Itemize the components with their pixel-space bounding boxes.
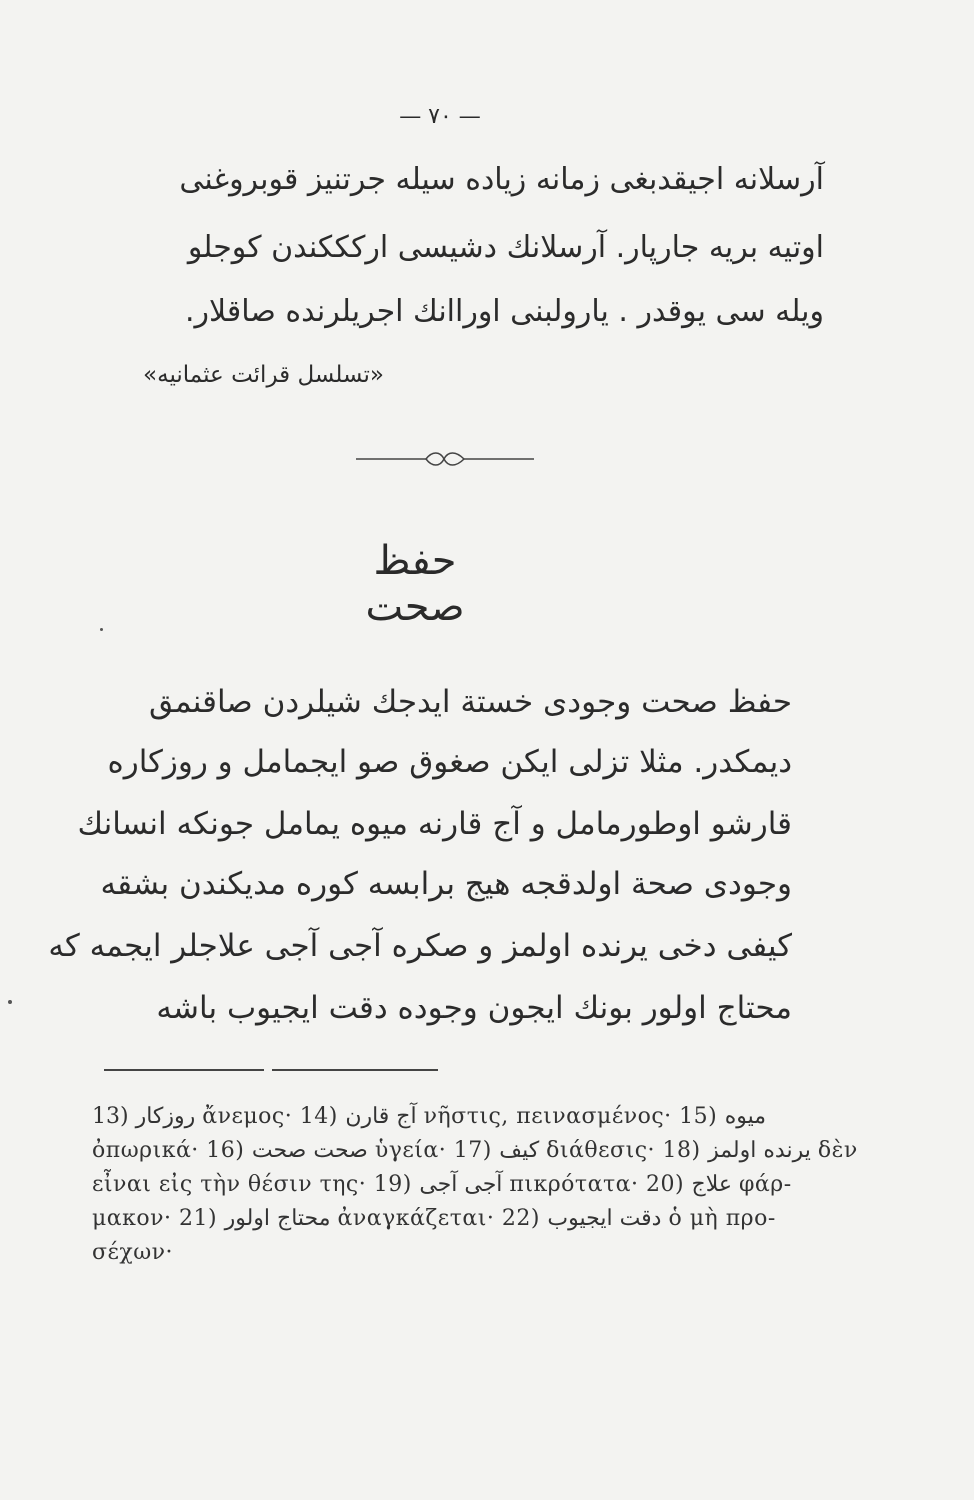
paper-speck [100, 628, 103, 631]
footnote-line-2: ὀπωρικά· 16) صحت صحت ὑγεία· 17) كيف διάθεσις· 18) يرنده اولمز δὲν [92, 1138, 858, 1163]
body-line-1: حفظ صحت وجودى خستة ايدجك شيلردن صاقنمق [149, 684, 792, 720]
body-line-4: وجودى صحة اولدقجه هيج برابسه كوره مديكندن بشقه [100, 866, 792, 902]
paper-speck [8, 1000, 12, 1004]
body-line-6: محتاج اولور بونك ايجون وجوده دقت ايجيوب باشه [156, 990, 792, 1026]
footnote-line-3: εἶναι εἰς τὴν θέσιν της· 19) آجى آجى πικρότατα· 20) علاج φάρ- [92, 1172, 792, 1197]
section-divider-ornament [356, 446, 534, 472]
intro-line-3: ويله سى يوقدر . يارولبنى اوراانك اجريلرنده صاقلار. [185, 294, 824, 329]
footnote-rule-gap [264, 1066, 272, 1074]
footnote-line-5: σέχων· [92, 1240, 174, 1265]
intro-line-1: آرسلانه اجيقدبغى زمانه زياده سيله جرتنيز قوبروغنى [179, 162, 824, 197]
body-line-3: قارشو اوطورمامل و آج قارنه ميوه يمامل جونكه انسانك [77, 806, 792, 842]
intro-line-2: اوتيه بريه جارپار. آرسلانك دشيسى اركككندن كوجلو [187, 230, 824, 265]
footnote-line-1: 13) روزكار ἄνεμος· 14) آج قارن νῆστις, πεινασμένος· 15) ميوه [92, 1104, 767, 1129]
page-number: — ۷۰ — [399, 104, 481, 129]
footnote-line-4: μακον· 21) محتاج اولور ἀναγκάζεται· 22) دقت ايجيوب ὁ μὴ προ- [92, 1206, 776, 1231]
body-line-2: ديمكدر. مثلا تزلى ايكن صغوق صو ايجمامل و روزكاره [107, 744, 792, 780]
source-citation: «تسلسل قرائت عثمانيه» [143, 362, 384, 388]
section-title: حفظ صحت [365, 538, 465, 630]
body-line-5: كيفى دخى يرنده اولمز و صكره آجى آجى علاجلر ايجمه كه [48, 928, 792, 964]
footnote-rule [104, 1069, 438, 1071]
